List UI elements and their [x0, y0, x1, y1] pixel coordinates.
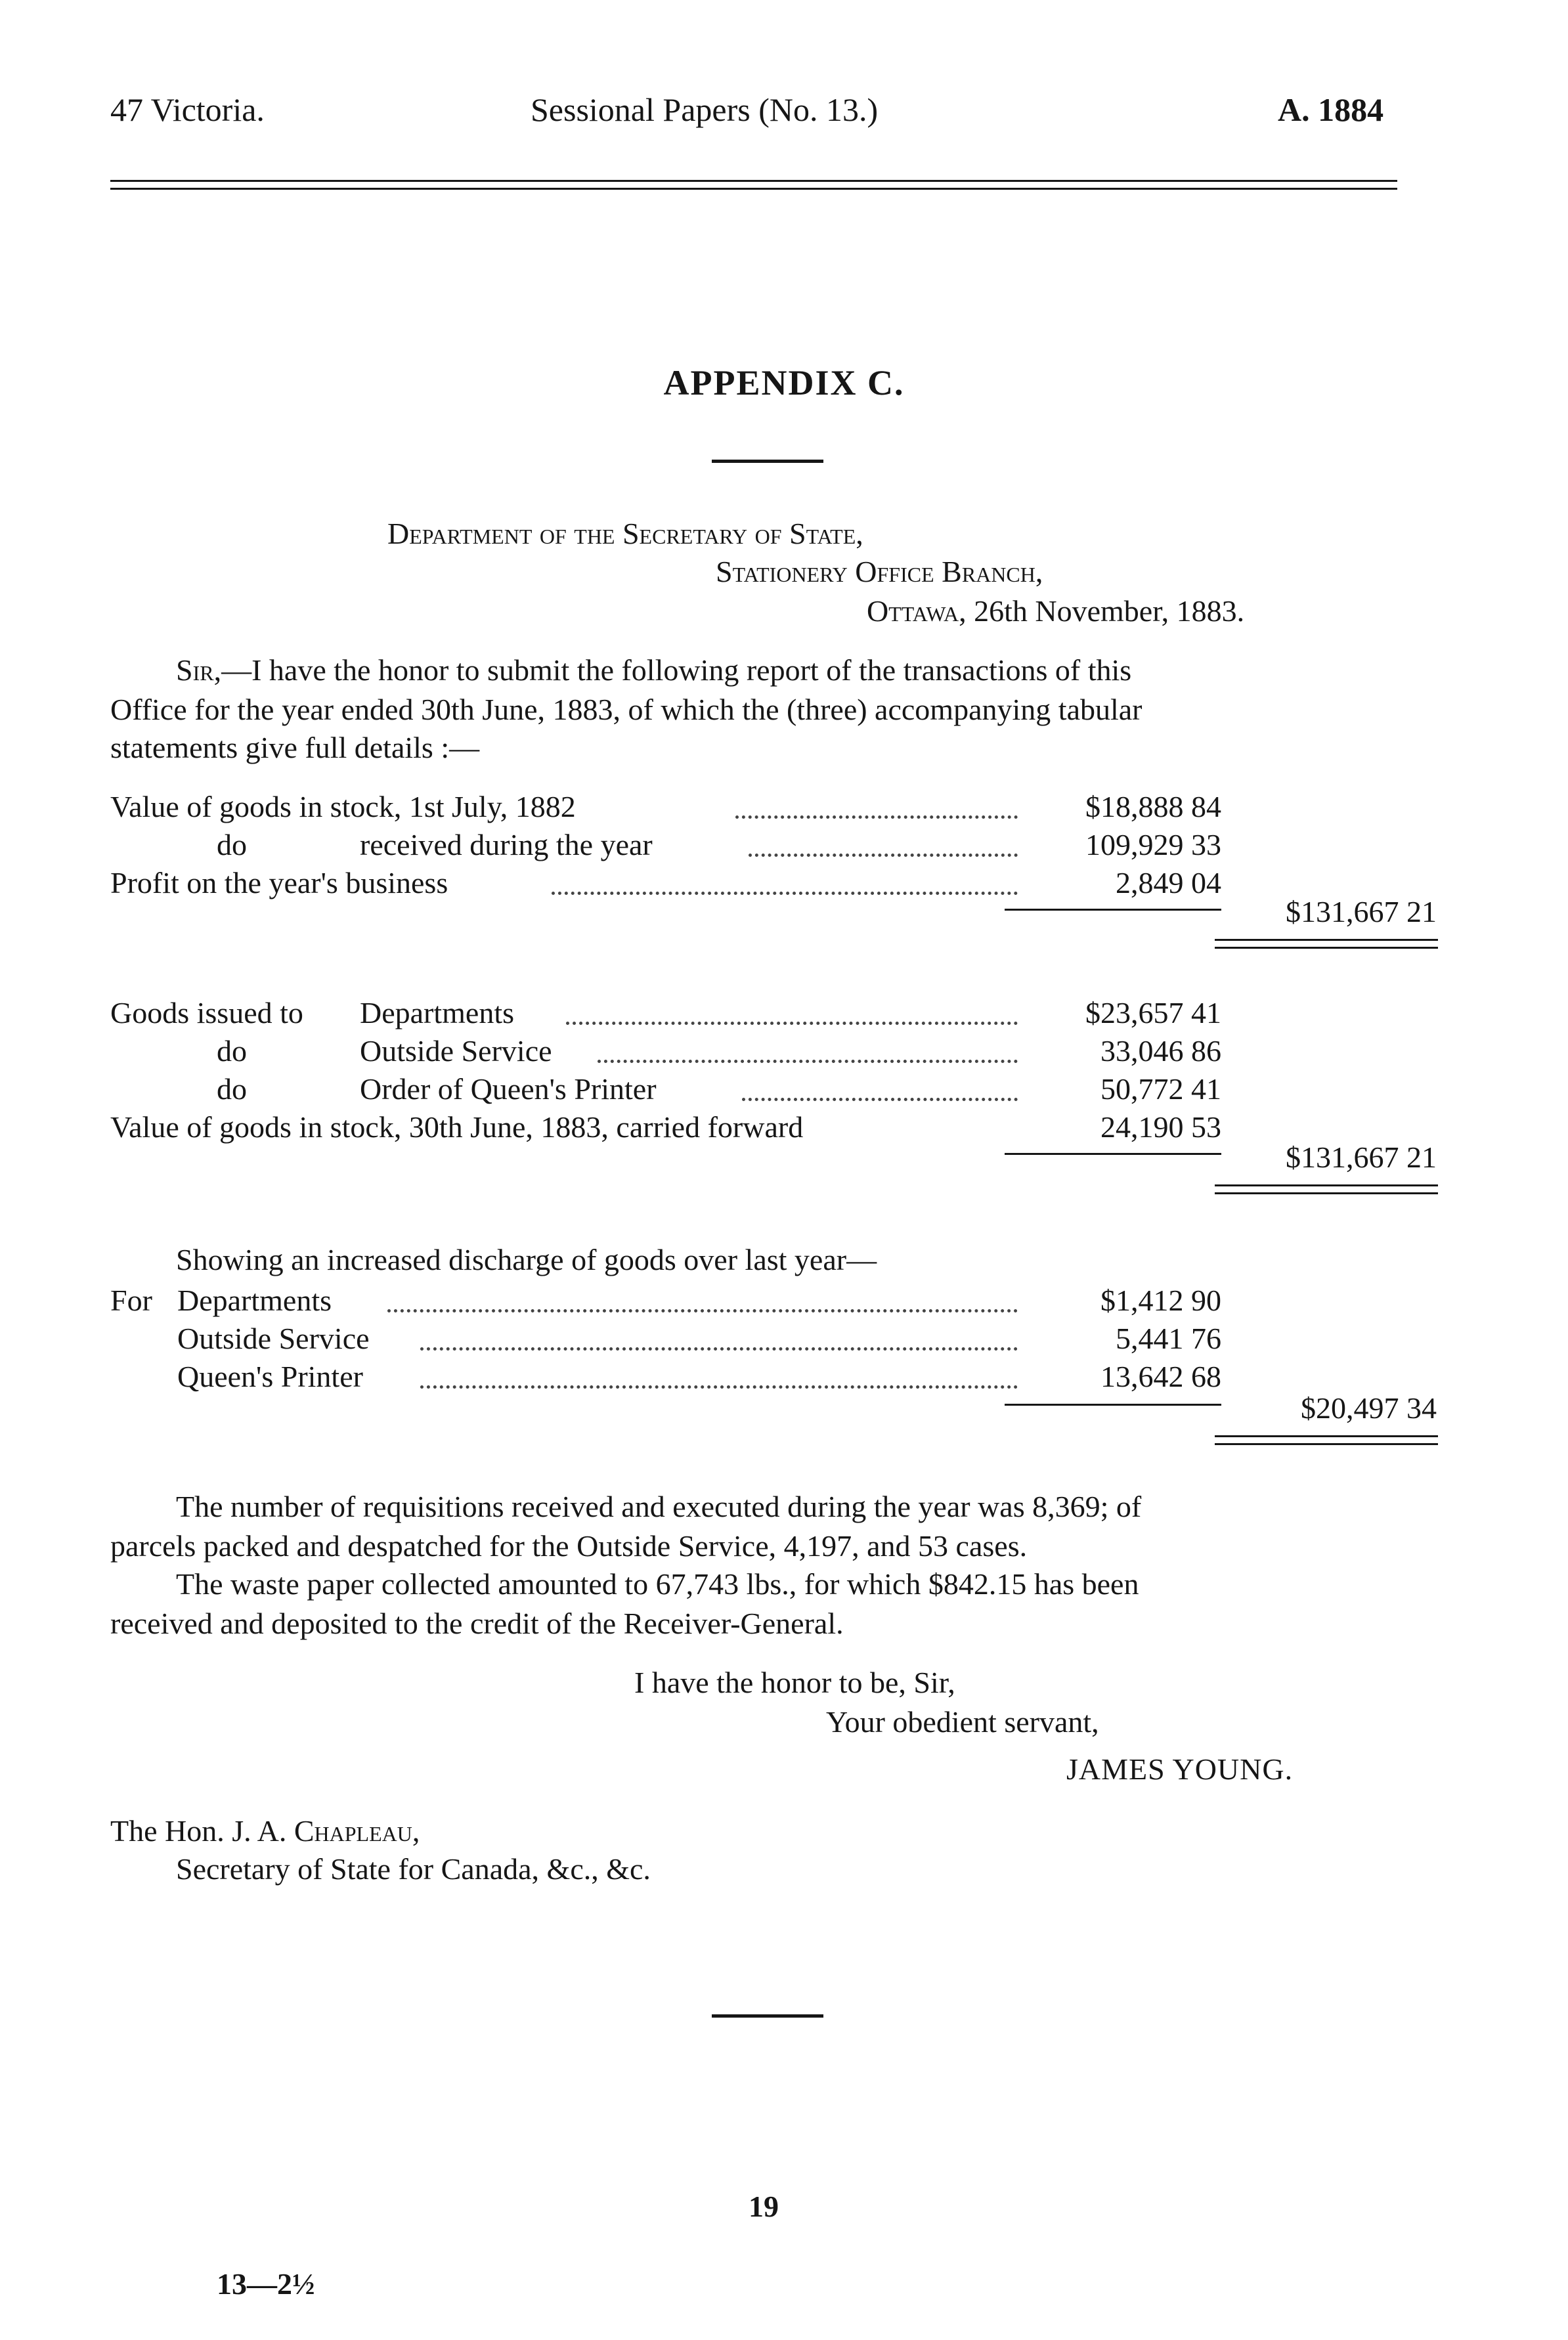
issue-label-3a: do: [217, 1072, 247, 1106]
issue-amount-1: $23,657 41: [1085, 996, 1221, 1029]
addressee-name-line: The Hon. J. A. Chapleau,: [110, 1814, 420, 1848]
requisitions-line-1: The number of requisitions received and executed during the year was 8,369; of: [176, 1490, 1142, 1523]
appendix-title: APPENDIX C.: [663, 363, 905, 402]
issue-amount-4: 24,190 53: [1100, 1110, 1221, 1144]
receipt-amount-3: 2,849 04: [1116, 866, 1221, 899]
intro-line-2: Office for the year ended 30th June, 1883, of which the (three) accompanying tabular: [110, 693, 1143, 726]
total-rule-1: [1215, 1184, 1438, 1186]
issue-amount-2: 33,046 86: [1100, 1034, 1221, 1068]
waste-paper-line-2: received and deposited to the credit of the Receiver-General.: [110, 1607, 844, 1640]
increase-label-1b: Departments: [177, 1284, 332, 1317]
header-series: Sessional Papers (No. 13.): [531, 91, 879, 128]
leader-dots: [420, 1347, 1018, 1351]
receipt-amount-2: 109,929 33: [1085, 828, 1221, 861]
total-rule-2: [1215, 1192, 1438, 1194]
header-rule-top: [110, 180, 1397, 182]
subtotal-rule: [1005, 909, 1221, 911]
leader-dots: [387, 1309, 1018, 1312]
increase-amount-3: 13,642 68: [1100, 1360, 1221, 1393]
intro-line-1: Sir,—I have the honor to submit the following report of the transactions of this: [176, 653, 1132, 687]
page-number: 19: [749, 2190, 779, 2223]
increase-total: $20,497 34: [1301, 1391, 1437, 1425]
address-line-3: [867, 594, 1244, 628]
address-place: Ottawa,: [867, 594, 967, 628]
header-rule-bottom: [110, 188, 1397, 190]
signature-name: JAMES YOUNG.: [1066, 1752, 1294, 1786]
address-line-2: Stationery Office Branch,: [716, 555, 1043, 588]
title-rule: [712, 460, 823, 463]
subtotal-rule: [1005, 1153, 1221, 1155]
leader-dots: [735, 815, 1018, 819]
intro-line-3: statements give full details :—: [110, 731, 480, 764]
header-year: A. 1884: [1278, 91, 1384, 128]
increase-label-2: Outside Service: [177, 1322, 370, 1355]
requisitions-line-2: parcels packed and despatched for the Outside Service, 4,197, and 53 cases.: [110, 1529, 1028, 1563]
leader-dots: [552, 892, 1018, 895]
letter-date: 26th November, 1883.: [974, 594, 1245, 628]
address-line-1: Department of the Secretary of State,: [387, 517, 863, 550]
increase-heading: Showing an increased discharge of goods over last year—: [176, 1243, 877, 1276]
increase-amount-2: 5,441 76: [1116, 1322, 1221, 1355]
header-volume: 47 Victoria.: [110, 91, 265, 128]
issue-amount-3: 50,772 41: [1100, 1072, 1221, 1106]
receipt-label-2a: do: [217, 828, 247, 861]
subtotal-rule: [1005, 1404, 1221, 1406]
issue-label-1a: Goods issued to: [110, 996, 303, 1029]
receipt-label-1: Value of goods in stock, 1st July, 1882: [110, 790, 576, 823]
issue-label-3b: Order of Queen's Printer: [360, 1072, 657, 1106]
leader-dots: [598, 1060, 1018, 1063]
closing-line-2: Your obedient servant,: [826, 1705, 1099, 1739]
receipt-amount-1: $18,888 84: [1085, 790, 1221, 823]
leader-dots: [742, 1098, 1018, 1101]
issue-label-2b: Outside Service: [360, 1034, 552, 1068]
total-rule-2: [1215, 1443, 1438, 1445]
addressee-surname: Chapleau,: [294, 1814, 420, 1848]
receipts-total: $131,667 21: [1286, 895, 1437, 928]
receipt-label-3: Profit on the year's business: [110, 866, 448, 899]
closing-line-1: I have the honor to be, Sir,: [634, 1666, 955, 1699]
leader-dots: [566, 1022, 1018, 1025]
receipt-label-2b: received during the year: [360, 828, 653, 861]
leader-dots: [420, 1385, 1018, 1389]
signature-mark: 13—2½: [217, 2267, 315, 2301]
issue-label-4: Value of goods in stock, 30th June, 1883, carried forward: [110, 1110, 804, 1144]
leader-dots: [749, 854, 1018, 857]
addressee-title: Secretary of State for Canada, &c., &c.: [176, 1852, 651, 1886]
increase-amount-1: $1,412 90: [1100, 1284, 1221, 1317]
closing-rule: [712, 2014, 823, 2018]
total-rule-1: [1215, 1435, 1438, 1437]
increase-label-3: Queen's Printer: [177, 1360, 363, 1393]
total-rule-1: [1215, 939, 1438, 941]
total-rule-2: [1215, 947, 1438, 949]
issues-total: $131,667 21: [1286, 1140, 1437, 1174]
increase-label-1a: For: [110, 1284, 152, 1317]
waste-paper-line-1: The waste paper collected amounted to 67,743 lbs., for which $842.15 has been: [176, 1567, 1139, 1601]
issue-label-2a: do: [217, 1034, 247, 1068]
salutation: Sir,: [176, 653, 222, 687]
issue-label-1b: Departments: [360, 996, 515, 1029]
